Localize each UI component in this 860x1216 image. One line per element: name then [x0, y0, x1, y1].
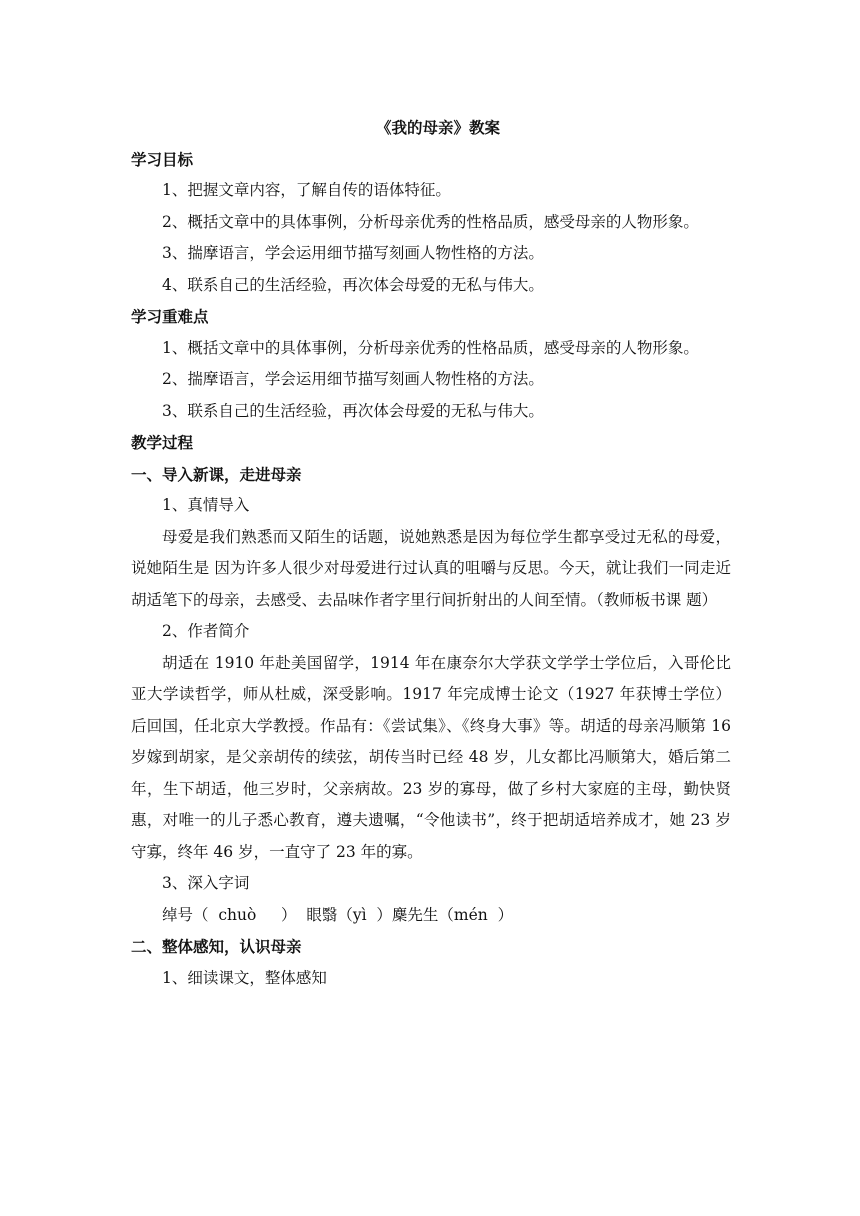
author-bio-paragraph: 胡适在 1910 年赴美国留学，1914 年在康奈尔大学获文学学士学位后，入哥伦比亚大学读哲学，师从杜威，深受影响。1917 年完成博士论文（1927 年获博士学位）后回国，任北京大学教授。作品有：《尝试集》、《终身大事》等。胡适的母亲冯顺第 16 岁嫁到胡家，是父亲胡传的续弦，胡传当时已经 48 岁，儿女都比冯顺第大，婚后第二年，生下胡适，他三岁时，父亲病故。23 岁的寡母，做了乡村大家庭的主母，勤快贤惠，对唯一的儿子悉心教育，遵夫遗嘱，“令他读书”，终于把胡适培养成才，她 23 岁守寡，终年 46 岁，一直守了 23 年的寡。 [131, 653, 731, 861]
key-point-item: 1、概括文章中的具体事例，分析母亲优秀的性格品质，感受母亲的人物形象。 [162, 338, 699, 357]
subsection-title: 1、真情导入 [162, 496, 250, 514]
objective-item: 1、把握文章内容，了解自传的语体特征。 [162, 181, 451, 199]
section-heading-key-points: 学习重难点 [131, 307, 209, 326]
document-body [131, 112, 731, 994]
section-heading-objectives: 学习目标 [131, 149, 194, 169]
objective-item: 3、揣摩语言，学会运用细节描写刻画人物性格的方法。 [162, 244, 544, 262]
document-title: 《我的母亲》教案 [375, 118, 500, 137]
intro-paragraph: 母爱是我们熟悉而又陌生的话题，说她熟悉是因为每位学生都享受过无私的母爱，说她陌生是 因为许多人很少对母爱进行过认真的咀嚼与反思。今天，就让我们一同走近胡适笔下的母亲，去感受、去品味作者字里行间折射出的人间至情。（教师板书课 题） [131, 527, 731, 609]
key-point-item: 3、联系自己的生活经验，再次体会母爱的无私与伟大。 [162, 401, 544, 420]
vocabulary-line: 绰号（ chuò ） 眼翳（yì ）麇先生（mén ） [162, 905, 514, 924]
part-heading-introduction: 一、导入新课，走进母亲 [131, 464, 302, 484]
subsection-title: 1、细读课文，整体感知 [162, 968, 327, 987]
subsection-title: 2、作者简介 [162, 622, 250, 640]
objective-item: 4、联系自己的生活经验，再次体会母爱的无私与伟大。 [162, 275, 544, 294]
subsection-title: 3、深入字词 [162, 874, 250, 892]
objective-item: 2、概括文章中的具体事例，分析母亲优秀的性格品质，感受母亲的人物形象。 [162, 212, 699, 231]
section-heading-process: 教学过程 [131, 433, 194, 452]
part-heading-overview: 二、整体感知，认识母亲 [131, 937, 302, 956]
key-point-item: 2、揣摩语言，学会运用细节描写刻画人物性格的方法。 [162, 370, 544, 388]
